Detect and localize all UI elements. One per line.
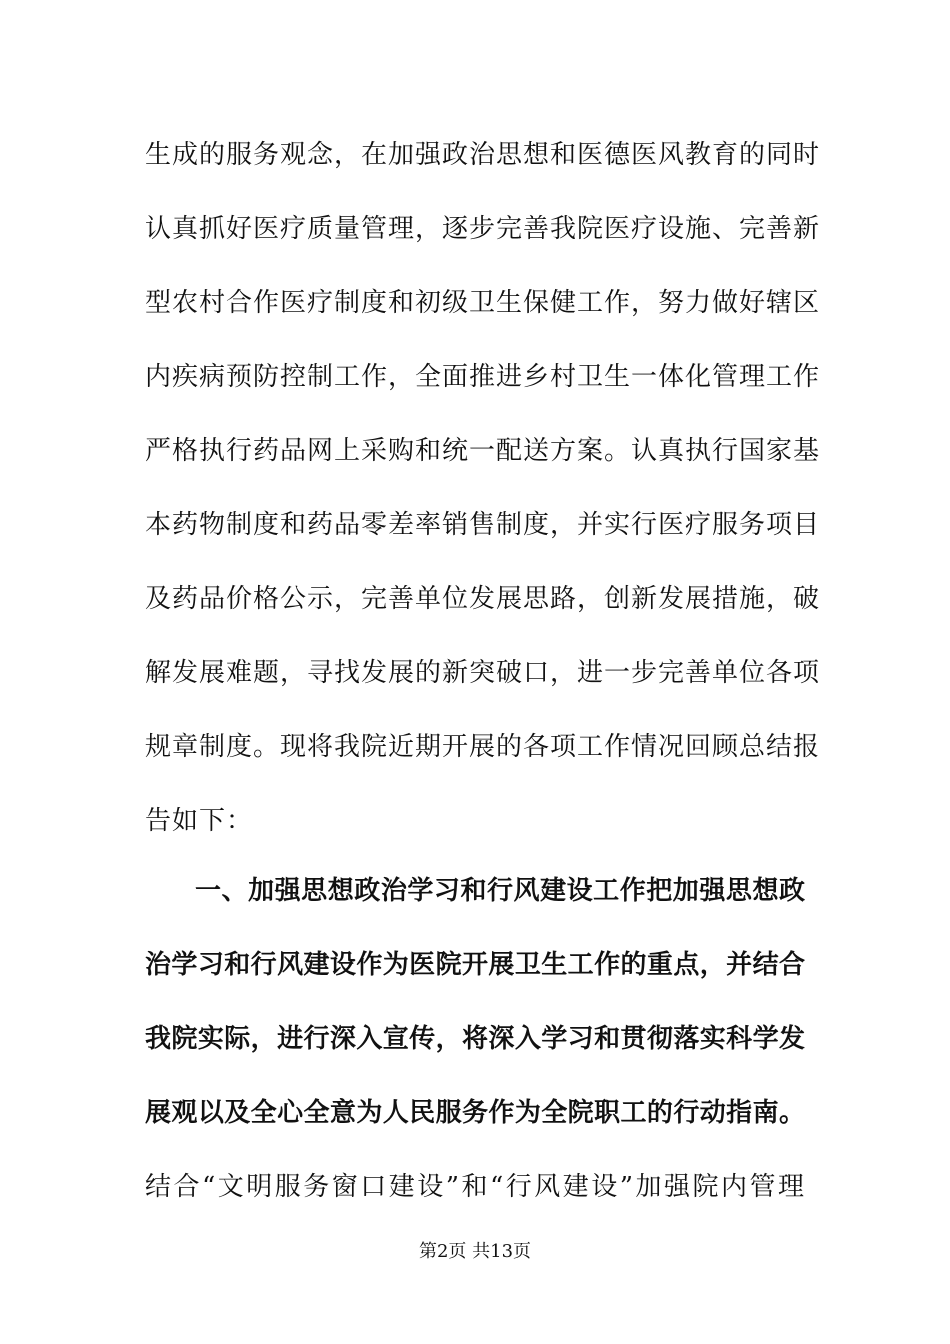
body-line-3: 型农村合作医疗制度和初级卫生保健工作，努力做好辖区 [145,288,821,318]
page-number-footer: 第2页 共13页 [418,1241,532,1262]
body-line-10: 告如下： [145,806,254,836]
section-heading-line-1: 一、加强思想政治学习和行风建设工作把加强思想政 [195,876,805,906]
body-line-15: 结合“文明服务窗口建设”和“行风建设”加强院内管理 [145,1172,805,1202]
body-line-4: 内疾病预防控制工作，全面推进乡村卫生一体化管理工作 [145,362,821,392]
body-line-7: 及药品价格公示，完善单位发展思路，创新发展措施，破 [145,584,821,614]
body-line-1: 生成的服务观念，在加强政治思想和医德医风教育的同时 [145,140,821,170]
body-line-5: 严格执行药品网上采购和统一配送方案。认真执行国家基 [145,436,821,466]
body-line-9: 规章制度。现将我院近期开展的各项工作情况回顾总结报 [145,732,821,762]
section-heading-line-4: 展观以及全心全意为人民服务作为全院职工的行动指南。 [145,1098,805,1128]
body-line-6: 本药物制度和药品零差率销售制度，并实行医疗服务项目 [145,510,821,540]
body-line-2: 认真抓好医疗质量管理，逐步完善我院医疗设施、完善新 [145,214,821,244]
body-line-8: 解发展难题，寻找发展的新突破口，进一步完善单位各项 [145,658,821,688]
section-heading-line-2: 治学习和行风建设作为医院开展卫生工作的重点，并结合 [145,950,805,980]
section-heading-line-3: 我院实际，进行深入宣传，将深入学习和贯彻落实科学发 [145,1024,805,1054]
